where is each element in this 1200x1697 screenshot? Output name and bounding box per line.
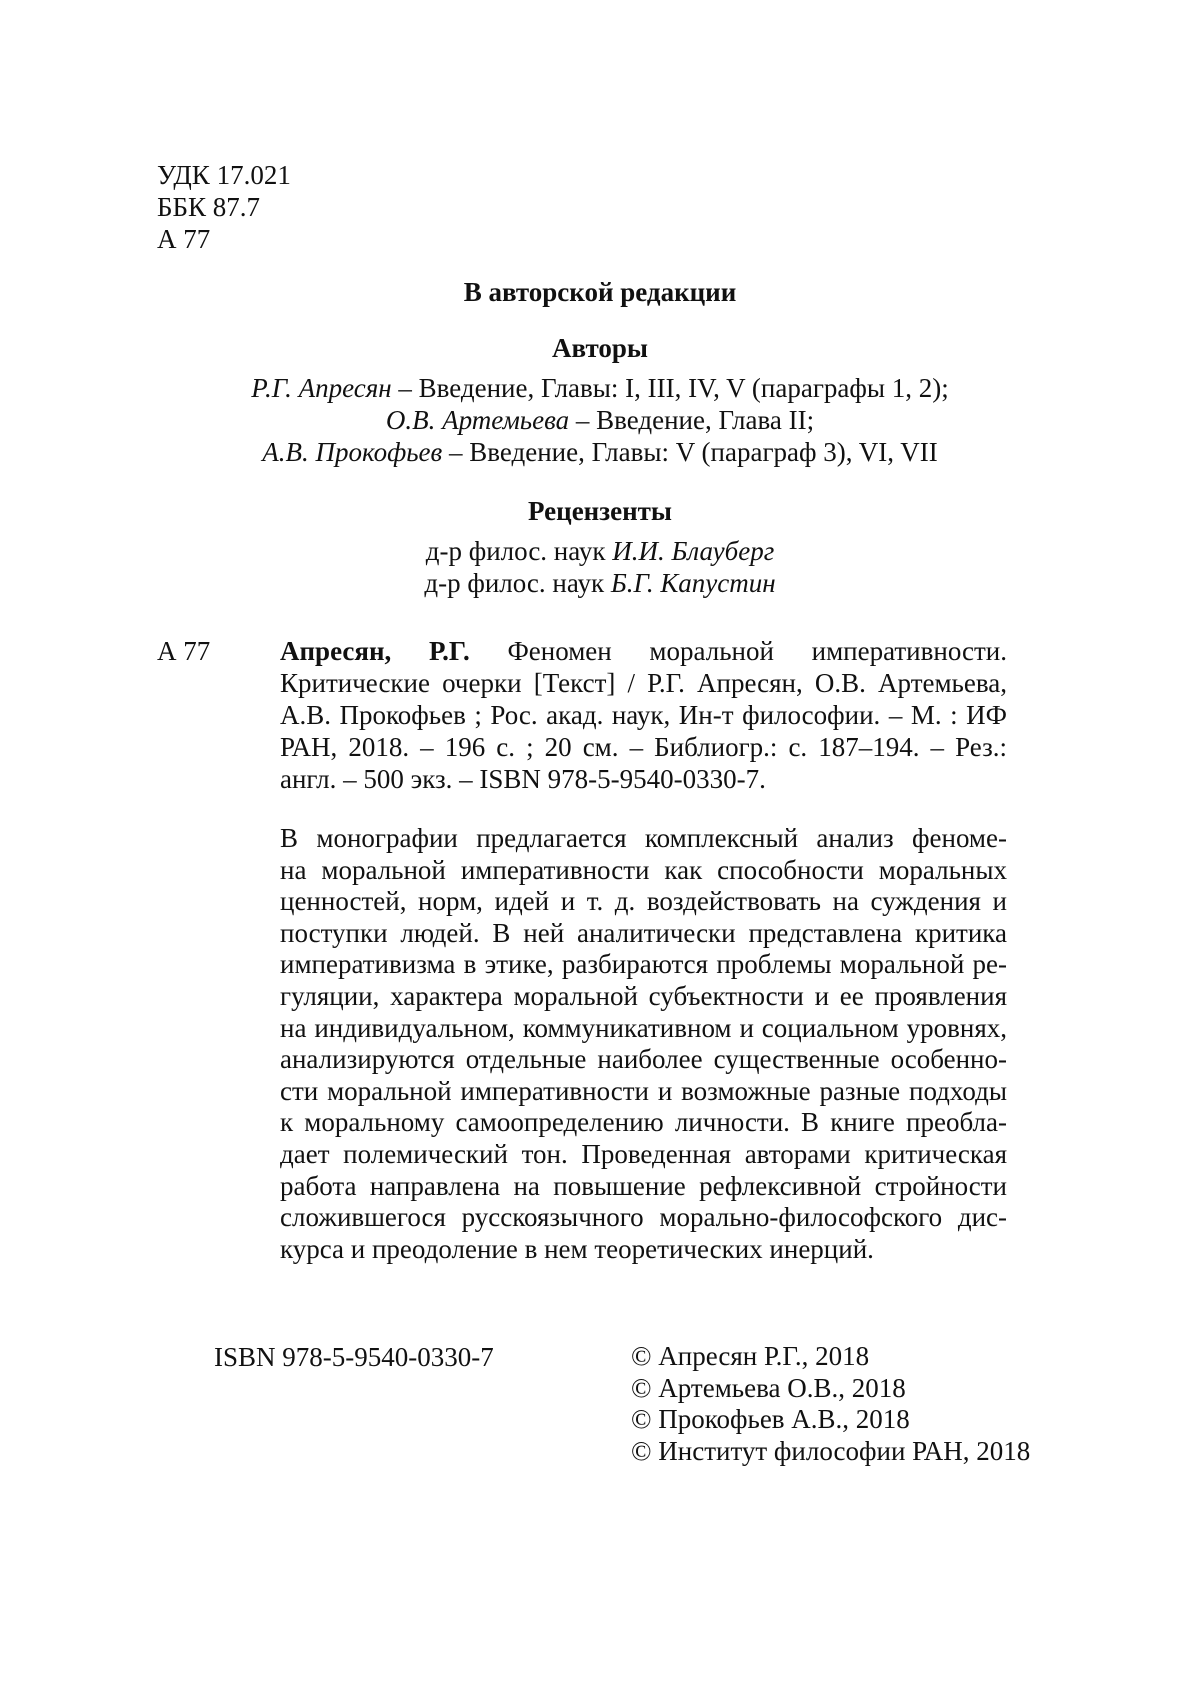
annotation-line: дает полемический тон. Проведенная авторами критическая: [280, 1138, 1007, 1169]
reviewer-entry: [0, 535, 1200, 567]
reviewer-entry: [0, 567, 1200, 599]
annotation: [280, 823, 1007, 1265]
author-role: – Введение, Главы: I, III, IV, V (параграфы 1, 2);: [391, 373, 949, 403]
copyright-line: © Апресян Р.Г., 2018: [631, 1341, 870, 1371]
annotation-line: гуляции, характера моральной субъектности и ее проявления: [280, 980, 1007, 1011]
author-role: – Введение, Главы: V (параграф 3), VI, VII: [442, 437, 938, 467]
annotation-line: поступки людей. В ней аналитически представлена критика: [280, 917, 1007, 948]
catalog-author: Апресян, Р.Г.: [280, 636, 470, 666]
authors-list: [0, 372, 1200, 468]
author-mark: А 77: [157, 224, 211, 254]
reviewer-name: И.И. Блауберг: [612, 536, 775, 566]
annotation-line: работа направлена на повышение рефлексивной стройности: [280, 1170, 1007, 1201]
reviewers-list: [0, 535, 1200, 599]
annotation-line: императивизма в этике, разбираются проблемы моральной ре-: [280, 949, 1007, 980]
author-name: О.В. Артемьева: [385, 405, 570, 435]
annotation-line: ценностей, норм, идей и т. д. воздействовать на суждения и: [280, 886, 1007, 917]
annotation-line: на индивидуальном, коммуникативном и социальном уровнях,: [280, 1012, 1007, 1043]
bbk-code: ББК 87.7: [157, 192, 261, 222]
author-entry: [0, 436, 1200, 468]
annotation-line: к моральному самоопределению личности. В книге преобла-: [280, 1107, 1007, 1138]
annotation-line: курса и преодоление в нем теоретических инерций.: [280, 1233, 874, 1264]
reviewers-heading: Рецензенты: [528, 496, 672, 526]
annotation-line: В монографии предлагается комплексный анализ феноме-: [280, 823, 1007, 853]
annotation-line: на моральной императивности как способности моральных: [280, 854, 1007, 885]
author-entry: [0, 404, 1200, 436]
copyright-line: © Артемьева О.В., 2018: [631, 1372, 906, 1403]
bibliographic-record: [280, 635, 1007, 795]
author-name: А.В. Прокофьев: [262, 437, 443, 467]
annotation-line: анализируются отдельные наиболее существенные особенно-: [280, 1044, 1007, 1075]
classification-codes: [157, 159, 291, 255]
edition-note: В авторской редакции: [463, 277, 737, 307]
copyright-list: [631, 1341, 1030, 1467]
catalog-description: Феномен моральной императивности. Критические очерки [Текст] / Р.Г. Апресян, О.В. Артемьева, А.В. Прокофьев ; Рос. акад. наук, Ин-т философии. – М. : ИФ РАН, 2018. – 196 с. ; 20 см. – Библиогр.: с. 187–194. – Рез.: англ. – 500 экз. – ISBN 978-5-9540-0330-7.: [280, 636, 1007, 794]
reviewer-name: Б.Г. Капустин: [610, 568, 776, 598]
author-entry: [0, 372, 1200, 404]
author-role: – Введение, Глава II;: [569, 405, 815, 435]
isbn: ISBN 978-5-9540-0330-7: [214, 1342, 494, 1372]
reviewer-title: д-р филос. наук: [425, 536, 613, 566]
annotation-line: сти моральной императивности и возможные разные подходы: [280, 1075, 1007, 1106]
annotation-line: сложившегося русскоязычного морально-философского дис-: [280, 1202, 1007, 1233]
catalog-code: А 77: [157, 636, 211, 666]
authors-heading: Авторы: [552, 333, 648, 363]
reviewer-title: д-р филос. наук: [424, 568, 611, 598]
author-name: Р.Г. Апресян: [251, 373, 392, 403]
copyright-line: © Институт философии РАН, 2018: [631, 1435, 1031, 1466]
udk-code: УДК 17.021: [157, 160, 291, 190]
copyright-line: © Прокофьев А.В., 2018: [631, 1404, 910, 1434]
